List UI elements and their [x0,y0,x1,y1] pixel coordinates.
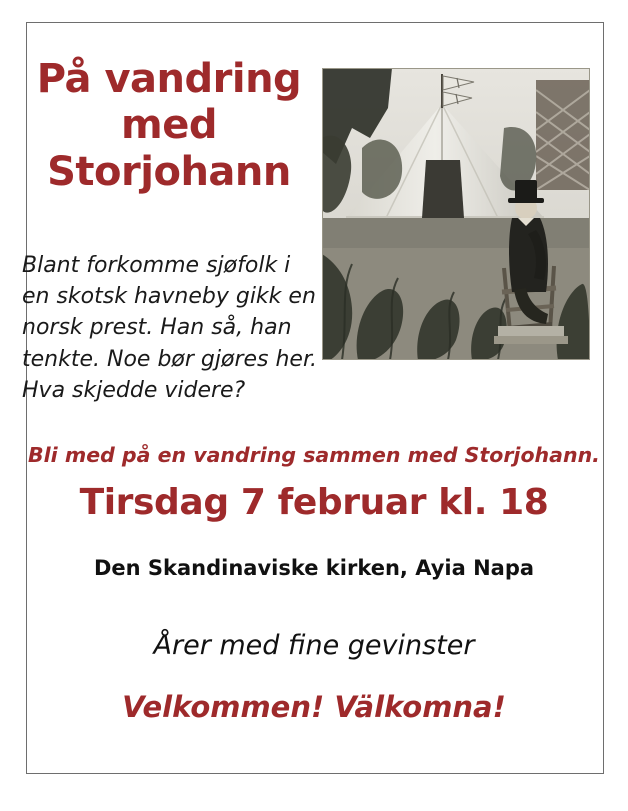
poster-title [34,56,304,195]
title-line-2: med [121,102,217,149]
lottery-note: Årer med fine gevinster [153,630,475,661]
tagline-text: Bli med på en vandring sammen med Storjohann. [28,443,600,467]
tent-photo [322,68,590,360]
event-datetime: Tirsdag 7 februar kl. 18 [79,482,549,523]
title-line-3: Storjohann [47,148,291,195]
event-venue: Den Skandinaviske kirken, Ayia Napa [93,556,535,580]
welcome-text: Velkommen! Välkomna! [122,690,506,724]
intro-paragraph: Blant forkomme sjøfolk i en skotsk havneby gikk en norsk prest. Han så, han tenkte. Noe bør gjøres her. Hva skjedde videre? [22,253,317,403]
title-line-1: På vandring [36,56,302,102]
